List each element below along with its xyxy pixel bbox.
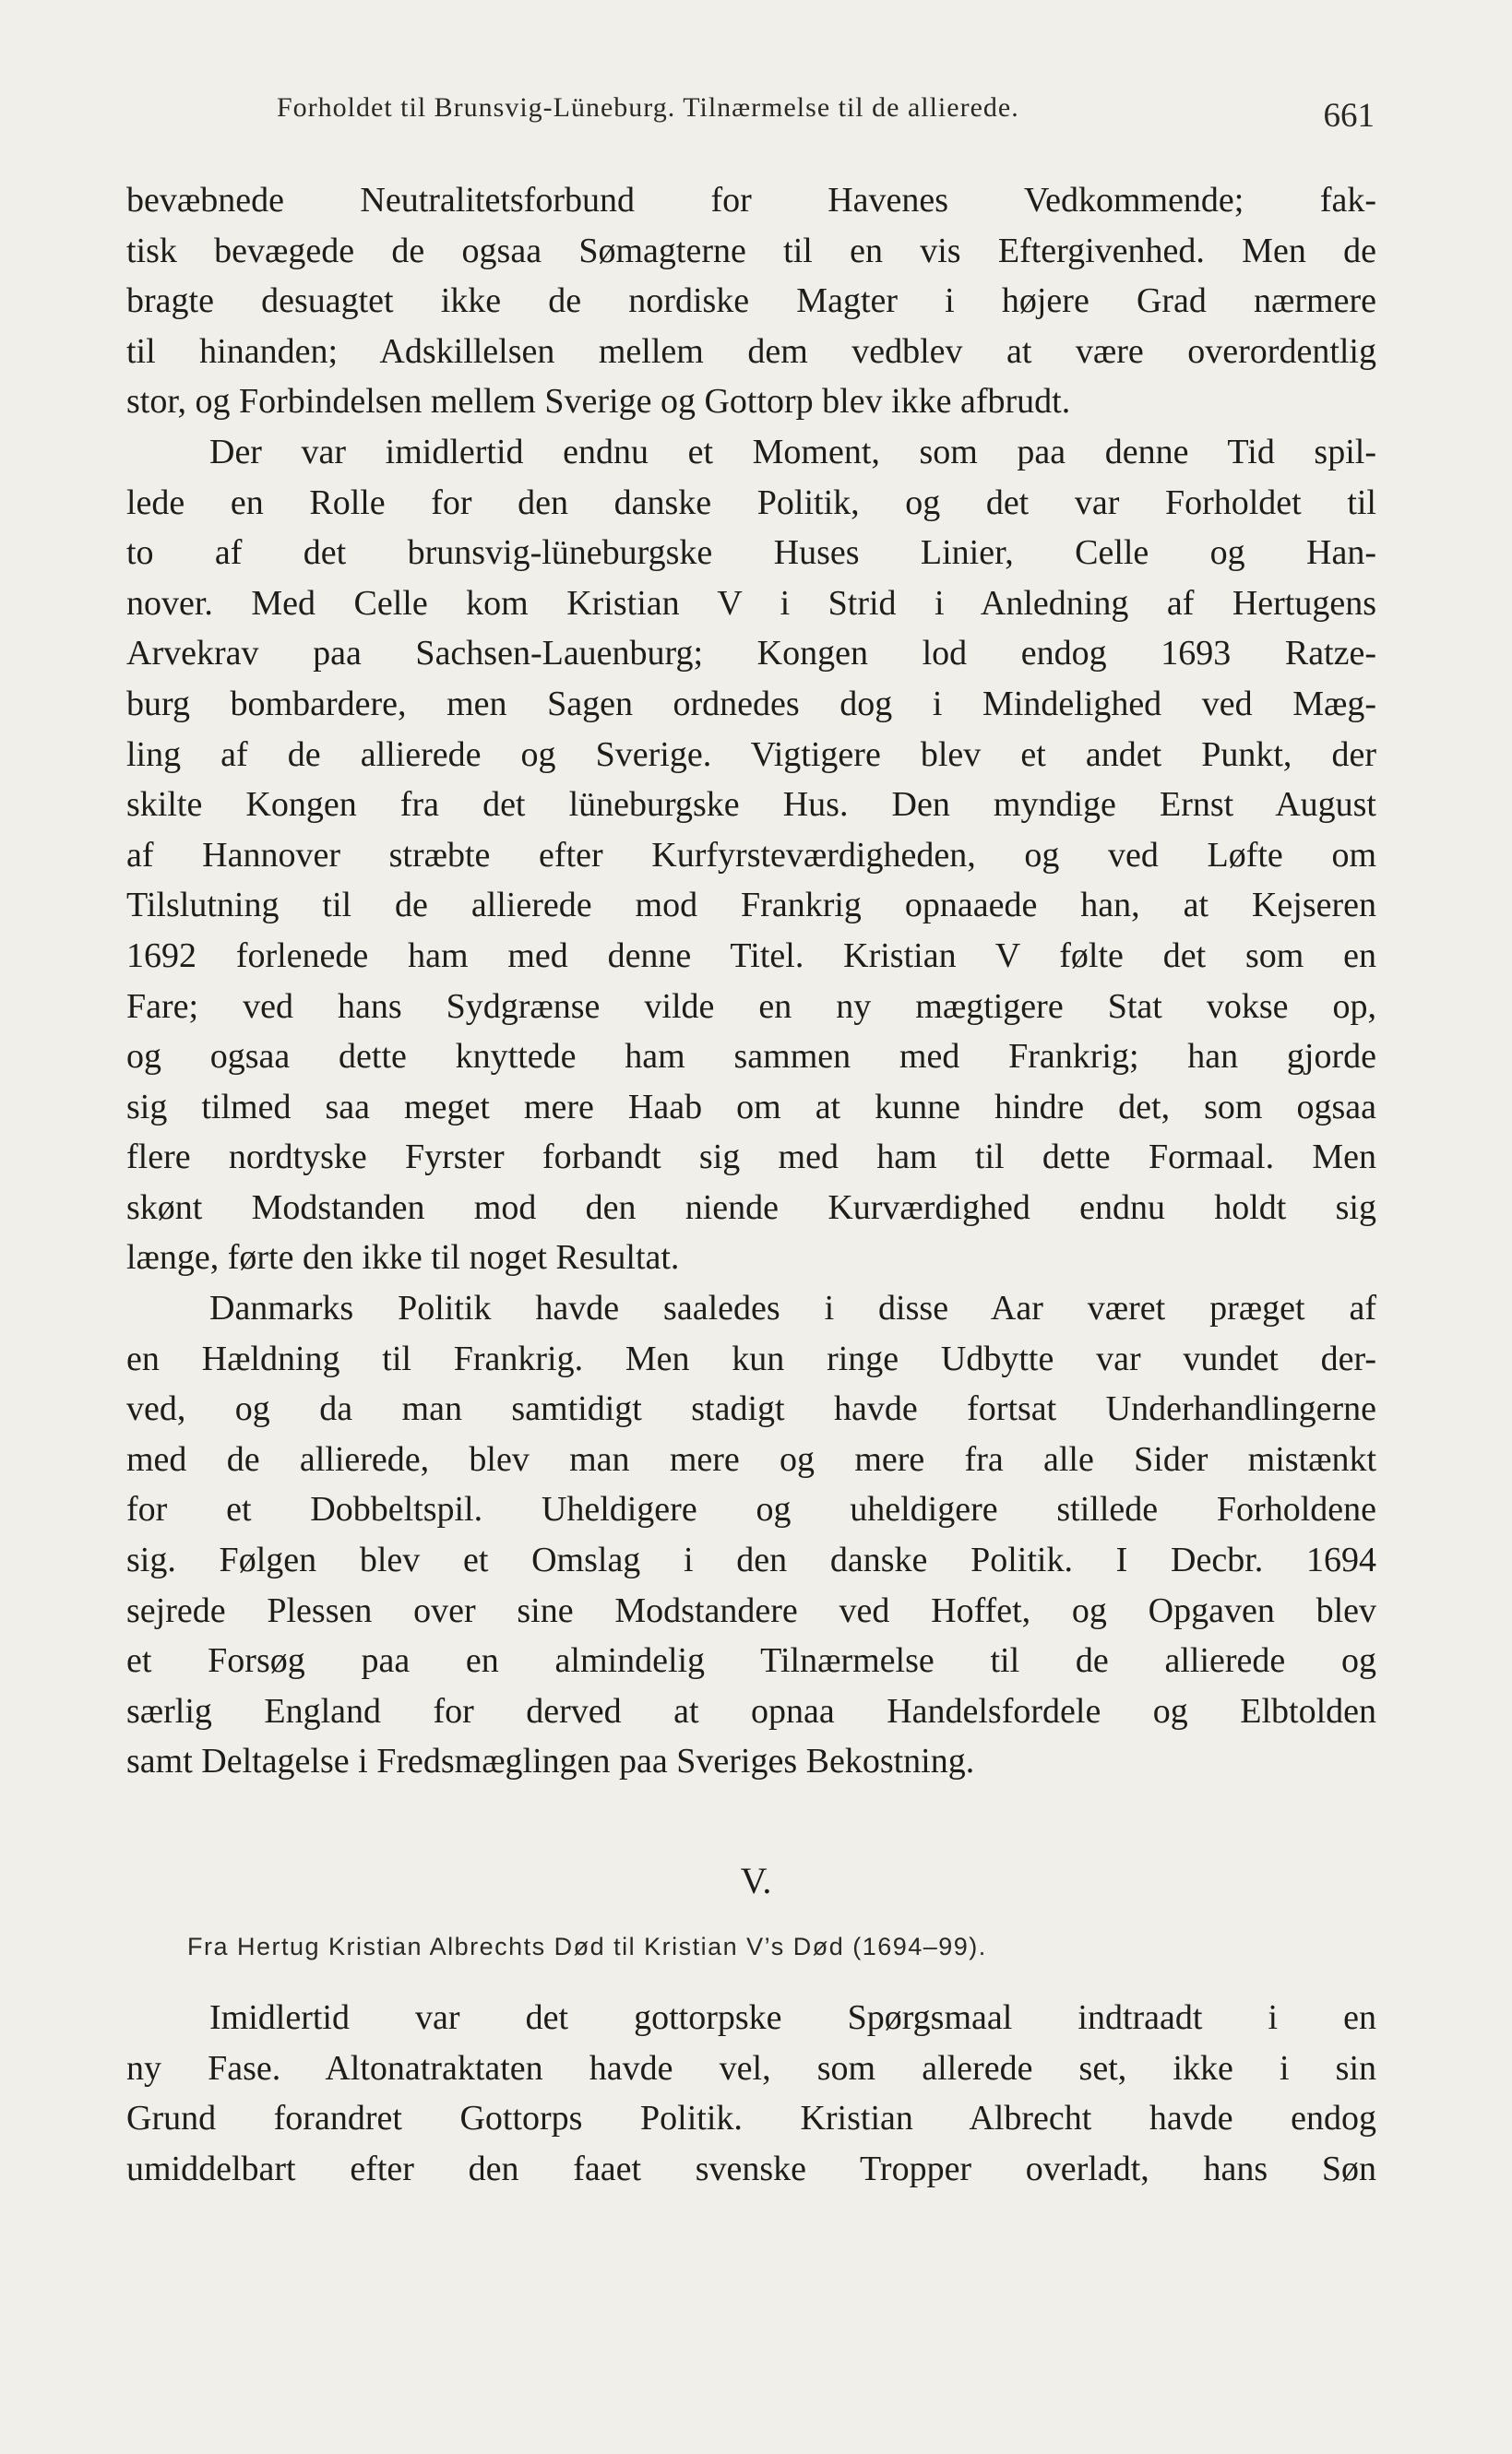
- page-number: 661: [1323, 97, 1375, 135]
- body-text: [126, 175, 1376, 1787]
- text-line: for et Dobbeltspil. Uheldigere og uheldigere stillede Forholdene: [126, 1490, 1376, 1530]
- running-head: [277, 92, 1375, 148]
- text-line: Arvekrav paa Sachsen-Lauenburg; Kongen lod endog 1693 Ratze-: [126, 634, 1376, 673]
- text-line: Grund forandret Gottorps Politik. Kristian Albrecht havde endog: [126, 2099, 1376, 2138]
- text-line: samt Deltagelse i Fredsmæglingen paa Sveriges Bekostning.: [126, 1742, 975, 1781]
- text-line: tisk bevægede de ogsaa Sømagterne til en vis Eftergivenhed. Men de: [126, 231, 1376, 270]
- text-line: nover. Med Celle kom Kristian V i Strid i Anledning af Hertugens: [126, 583, 1376, 623]
- text-line: sig tilmed saa meget mere Haab om at kunne hindre det, som ogsaa: [126, 1087, 1376, 1126]
- text-line: til hinanden; Adskillelsen mellem dem vedblev at være overordentlig: [126, 331, 1376, 371]
- running-title: Forholdet til Brunsvig-Lüneburg. Tilnærmelse til de allierede.: [277, 92, 1019, 123]
- text-line: ny Fase. Altonatraktaten havde vel, som allerede set, ikke i sin: [126, 2048, 1376, 2088]
- text-line: ling af de allierede og Sverige. Vigtigere blev et andet Punkt, der: [126, 734, 1376, 774]
- text-line: skilte Kongen fra det lüneburgske Hus. Den myndige Ernst August: [126, 785, 1376, 825]
- text-line: 1692 forlenede ham med denne Titel. Kristian V følte det som en: [126, 935, 1376, 975]
- text-line: længe, førte den ikke til noget Resultat.: [126, 1238, 680, 1278]
- section-text: [126, 1993, 1376, 2194]
- text-line: lede en Rolle for den danske Politik, og det var Forholdet til: [126, 482, 1376, 522]
- text-line: flere nordtyske Fyrster forbandt sig med ham til dette Formaal. Men: [126, 1138, 1376, 1177]
- text-line: Danmarks Politik havde saaledes i disse Aar været præget af: [209, 1289, 1376, 1328]
- text-line: bevæbnede Neutralitetsforbund for Havenes Vedkommende; fak-: [126, 181, 1376, 220]
- text-line: umiddelbart efter den faaet svenske Tropper overladt, hans Søn: [126, 2149, 1376, 2188]
- text-line: et Forsøg paa en almindelig Tilnærmelse til de allierede og: [126, 1641, 1376, 1681]
- text-line: sejrede Plessen over sine Modstandere ved Hoffet, og Opgaven blev: [126, 1590, 1376, 1630]
- text-line: af Hannover stræbte efter Kurfyrsteværdigheden, og ved Løfte om: [126, 835, 1376, 875]
- section-number: V.: [740, 1860, 772, 1901]
- text-line: en Hældning til Frankrig. Men kun ringe Udbytte var vundet der-: [126, 1339, 1376, 1378]
- text-line: Imidlertid var det gottorpske Spørgsmaal indtraadt i en: [209, 1998, 1376, 2037]
- text-line: Fare; ved hans Sydgrænse vilde en ny mægtigere Stat vokse op,: [126, 986, 1376, 1026]
- text-line: Tilslutning til de allierede mod Frankrig opnaaede han, at Kejseren: [126, 886, 1376, 925]
- section-heading: Fra Hertug Kristian Albrechts Død til Kristian V’s Død (1694–99).: [187, 1933, 987, 1960]
- text-line: med de allierede, blev man mere og mere fra alle Sider mistænkt: [126, 1439, 1376, 1479]
- text-line: to af det brunsvig-lüneburgske Huses Linier, Celle og Han-: [126, 533, 1376, 573]
- text-line: sig. Følgen blev et Omslag i den danske Politik. I Decbr. 1694: [126, 1541, 1376, 1580]
- text-line: bragte desuagtet ikke de nordiske Magter i højere Grad nærmere: [126, 281, 1376, 321]
- text-line: Der var imidlertid endnu et Moment, som paa denne Tid spil-: [209, 432, 1376, 471]
- text-line: særlig England for derved at opnaa Handelsfordele og Elbtolden: [126, 1691, 1376, 1731]
- text-line: skønt Modstanden mod den niende Kurværdighed endnu holdt sig: [126, 1187, 1376, 1227]
- text-line: og ogsaa dette knyttede ham sammen med Frankrig; han gjorde: [126, 1037, 1376, 1077]
- text-line: burg bombardere, men Sagen ordnedes dog i Mindelighed ved Mæg-: [126, 684, 1376, 723]
- text-line: stor, og Forbindelsen mellem Sverige og Gottorp blev ikke afbrudt.: [126, 382, 1071, 422]
- text-line: ved, og da man samtidigt stadigt havde fortsat Underhandlingerne: [126, 1389, 1376, 1429]
